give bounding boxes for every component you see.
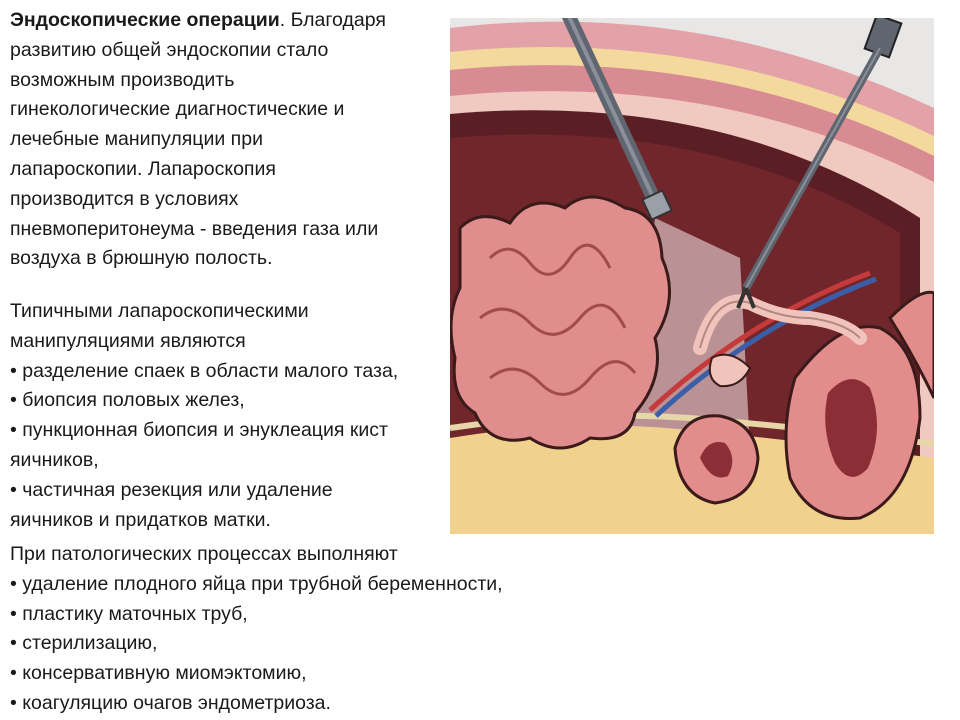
list-item: • коагуляцию очагов эндометриоза. [10,689,503,719]
list-item: • консервативную миомэктомию, [10,659,503,689]
list-item: • частичная резекция или удаление [10,476,398,506]
list-item: • разделение спаек в области малого таза, [10,357,398,387]
intestine [451,197,670,448]
intro-line: воздуха в брюшную полость. [10,247,273,270]
intro-paragraph [10,6,386,274]
list-item: • биопсия половых желез, [10,386,398,416]
pathology-title: При патологических процессах выполняют [10,543,398,565]
list-item: • стерилизацию, [10,629,503,659]
manipulations-title-line: манипуляциями являются [10,329,246,352]
intro-line: лечебные манипуляции при [10,128,263,151]
intro-heading: Эндоскопические операции [10,9,280,31]
laparoscopy-illustration [450,18,934,534]
intro-line: производится в условиях [10,187,239,210]
list-item-continuation: яичников и придатков матки. [10,508,271,531]
intro-line: гинекологические диагностические и [10,98,345,121]
intro-line: лапароскопии. Лапароскопия [10,157,276,180]
list-item: • пластику маточных труб, [10,600,503,630]
intro-line: возможным производить [10,68,235,91]
intro-line: развитию общей эндоскопии стало [10,38,329,61]
intro-line-1 [10,6,386,36]
intro-text: . Благодаря [279,9,386,31]
pathology-list [10,540,503,719]
list-item-continuation: яичников, [10,448,99,471]
manipulations-title-line: Типичными лапароскопическими [10,300,309,322]
list-item: • пункционная биопсия и энуклеация кист [10,416,398,446]
list-item: • удаление плодного яйца при трубной беременности, [10,570,503,600]
intro-line: пневмоперитонеума - введения газа или [10,217,379,240]
manipulations-list [10,297,398,535]
